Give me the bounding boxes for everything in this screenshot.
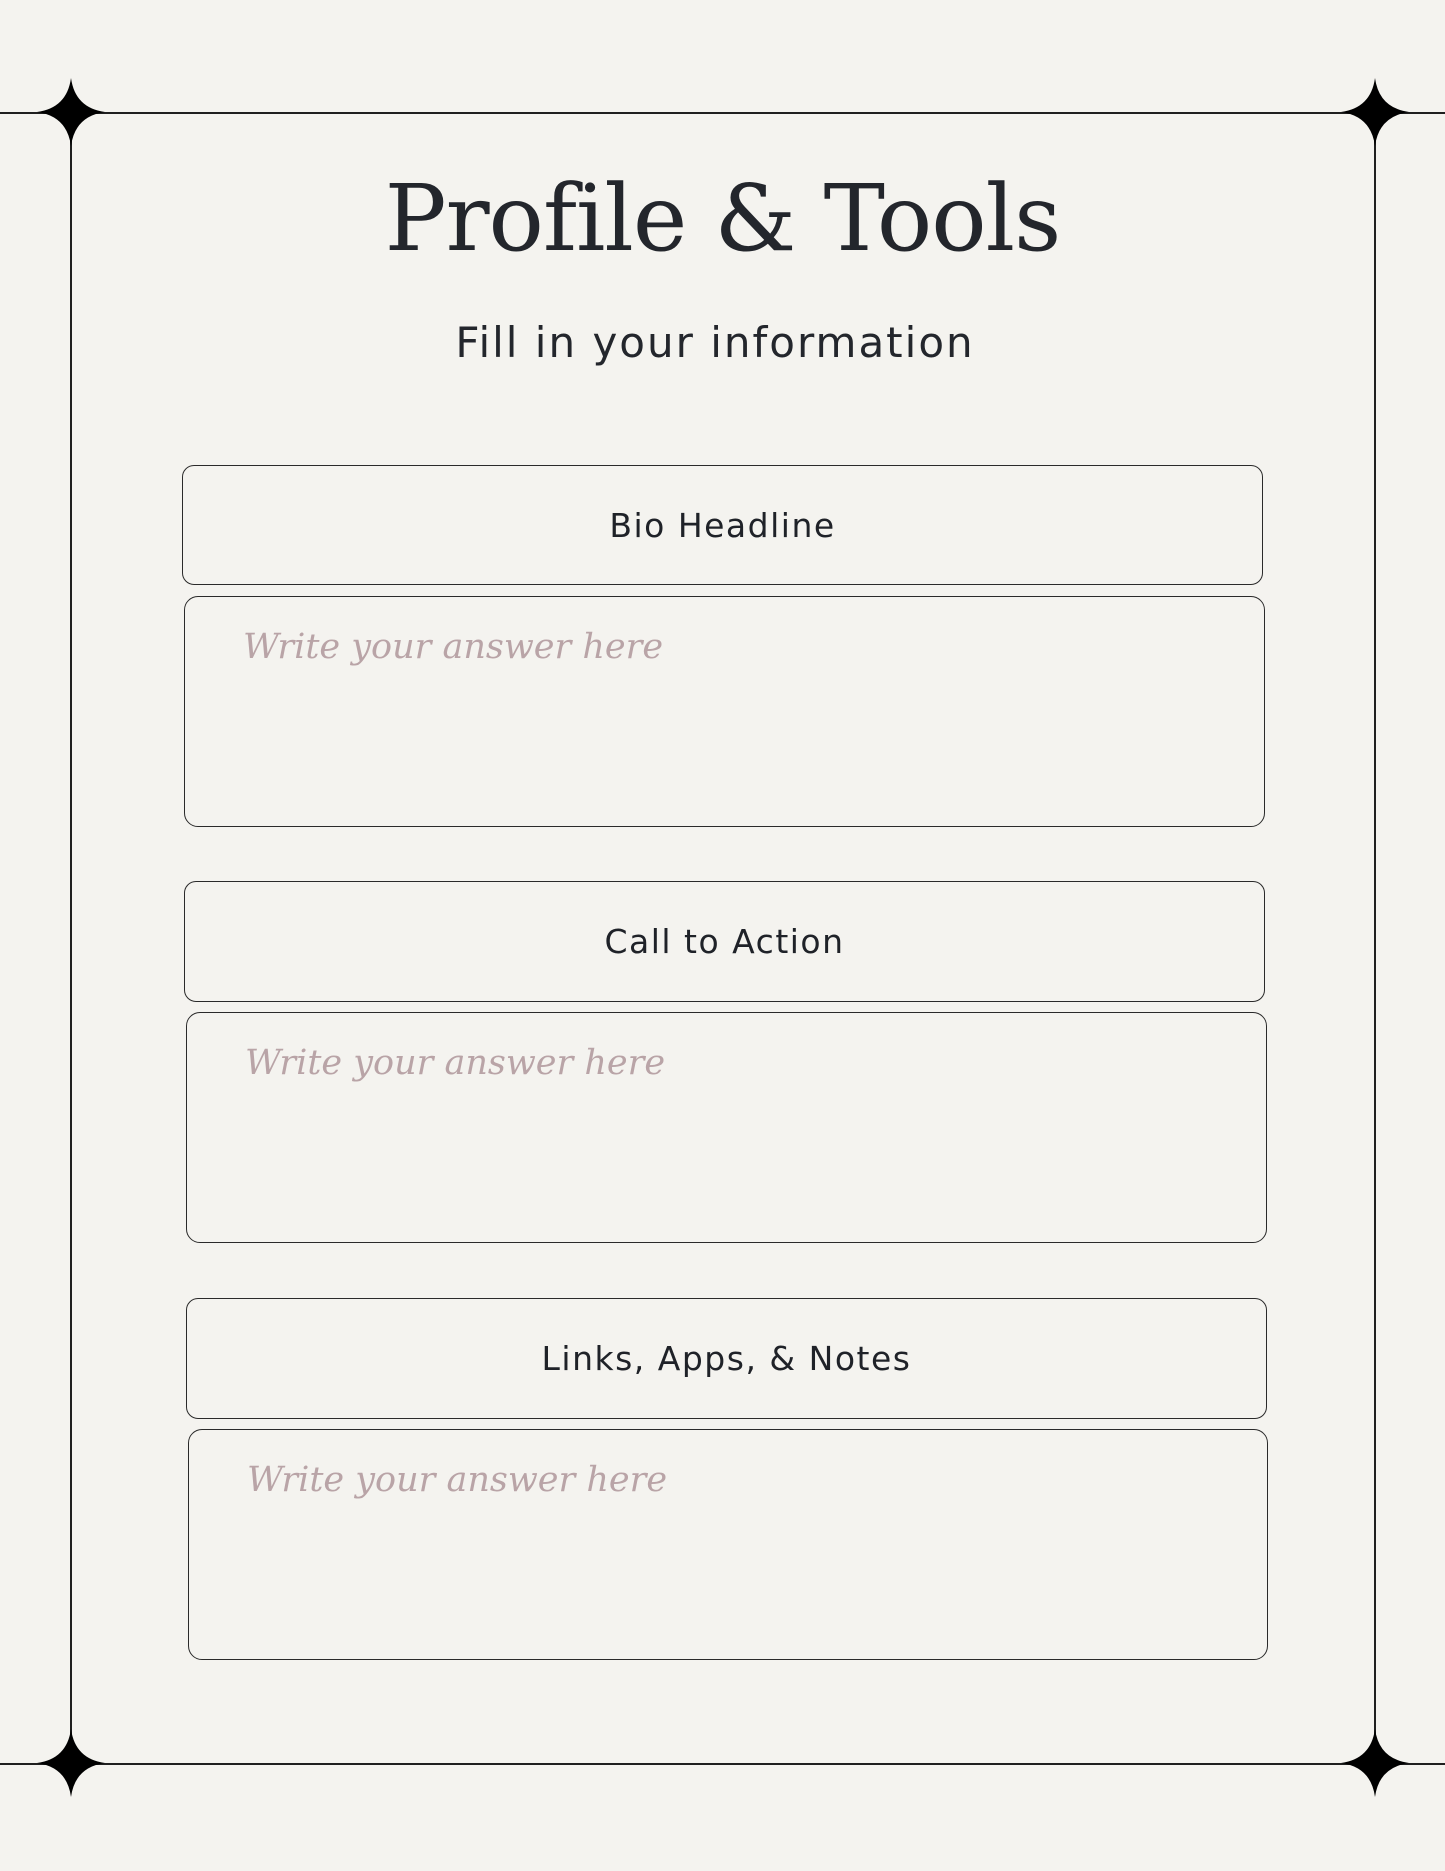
- page-title: Profile & Tools: [384, 165, 1061, 272]
- links-apps-notes-answer-field[interactable]: [188, 1429, 1268, 1660]
- call-to-action-answer-field[interactable]: [186, 1012, 1267, 1243]
- frame-bottom-line: [0, 1763, 1445, 1765]
- star-icon: [37, 1729, 105, 1797]
- section-label-call-to-action: Call to Action: [184, 881, 1265, 1002]
- bio-headline-answer-field[interactable]: [184, 596, 1265, 827]
- star-icon: [37, 78, 105, 146]
- page-subtitle: Fill in your information: [455, 318, 975, 367]
- star-icon: [1341, 78, 1409, 146]
- frame-top-line: [0, 112, 1445, 114]
- section-label-links-apps-notes: Links, Apps, & Notes: [186, 1298, 1267, 1419]
- section-label-bio-headline: Bio Headline: [182, 465, 1263, 585]
- star-icon: [1341, 1729, 1409, 1797]
